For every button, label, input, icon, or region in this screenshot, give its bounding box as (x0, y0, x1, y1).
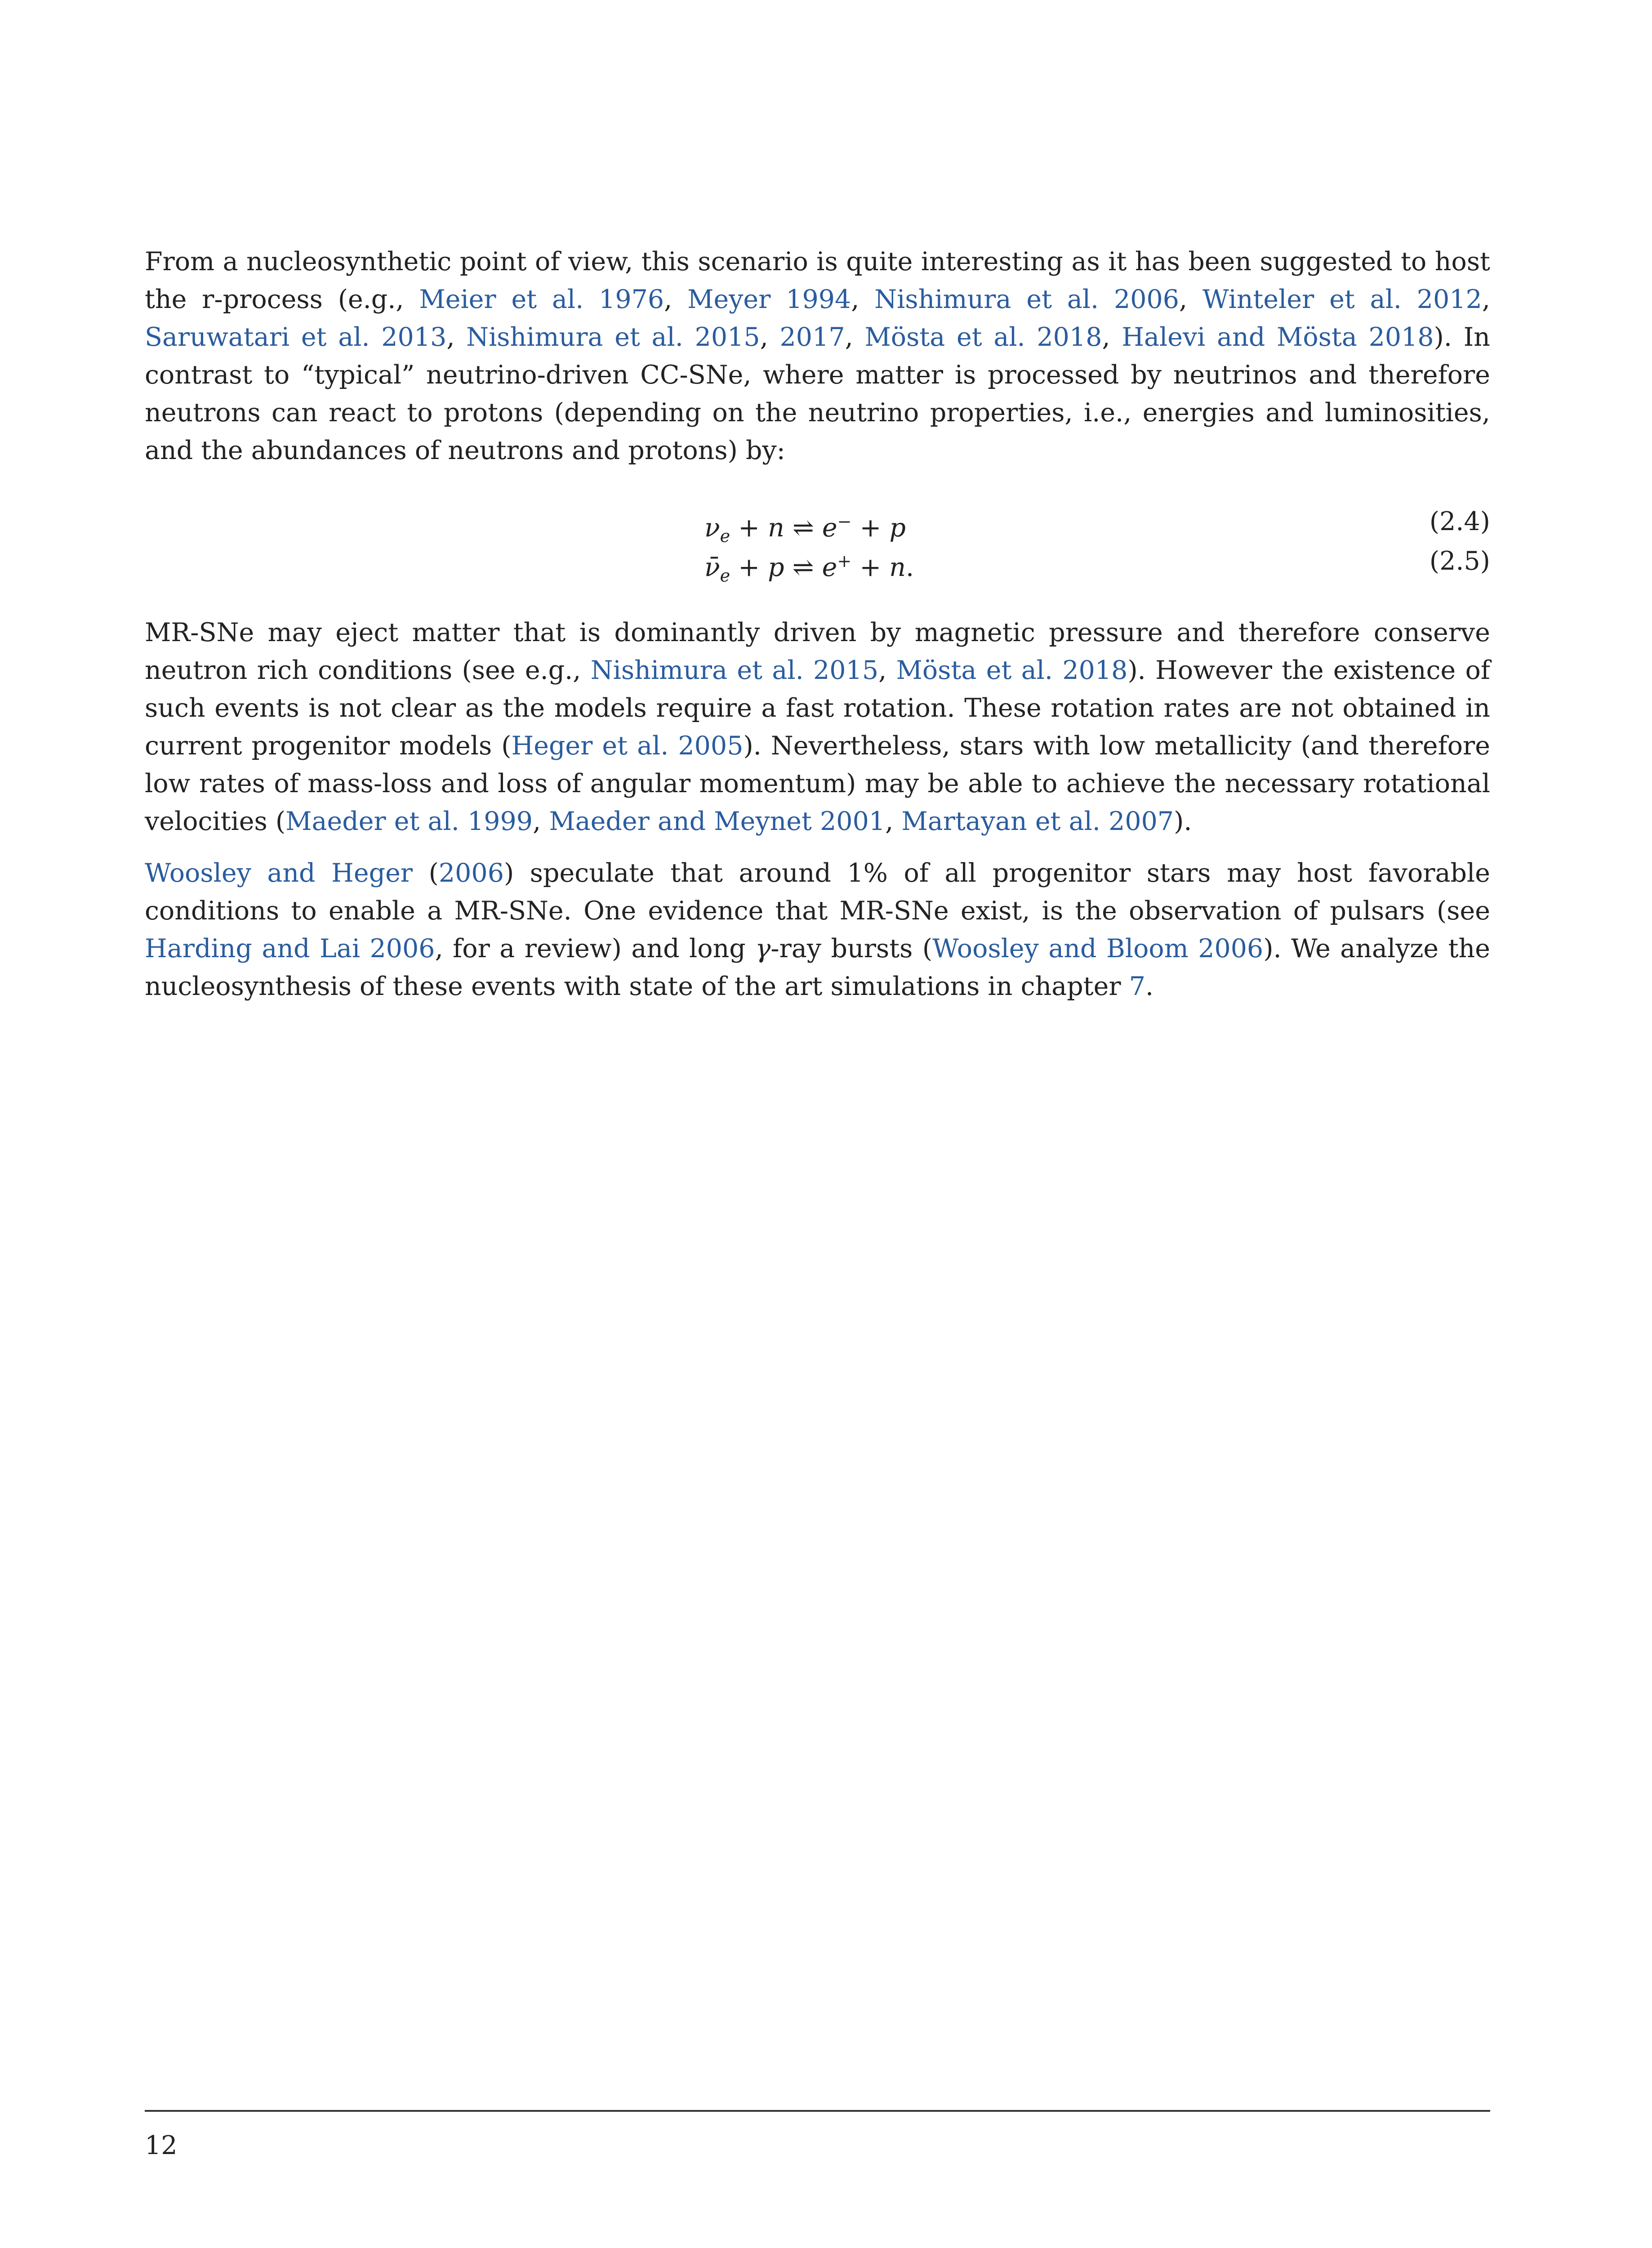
text-run: . (1145, 972, 1154, 1001)
text-run: , for a review) and long (435, 934, 756, 963)
text-run: , (878, 656, 896, 685)
text-run: MR-SNe may eject matter that is dominantly driven by magnetic pressure and therefore conserve neutron rich conditions (see e.g., (145, 618, 1490, 685)
citation-halevi-mosta-2018[interactable]: Halevi and Mösta 2018 (1122, 322, 1434, 352)
citation-nishimura-2017[interactable]: 2017 (779, 322, 845, 352)
equation-formula: $\nū_e + p$ ⇌ e+ + n. (704, 551, 914, 586)
equation-number: (2.5) (1429, 546, 1490, 576)
citation-woosley-bloom-2006[interactable]: Woosley and Bloom 2006 (932, 934, 1264, 963)
equation-number: (2.4) (1429, 507, 1490, 536)
citation-meyer-1994[interactable]: Meyer 1994 (687, 285, 851, 314)
text-run: , (1102, 322, 1122, 352)
text-run: , (885, 807, 902, 836)
text-run: ( (413, 858, 439, 888)
paragraph-rprocess (145, 243, 1490, 469)
citation-mosta-2018[interactable]: Mösta et al. 2018 (864, 322, 1102, 352)
equation-2-5 (145, 542, 1490, 586)
citation-saruwatari-2013[interactable]: Saruwatari et al. 2013 (145, 322, 447, 352)
citation-martayan-2007[interactable]: Martayan et al. 2007 (901, 807, 1174, 836)
text-run: , (446, 322, 467, 352)
page-number: 12 (145, 2131, 178, 2160)
text-run: , (760, 322, 780, 352)
equation-2-4 (145, 503, 1490, 546)
chapter-7-link[interactable]: 7 (1129, 972, 1145, 1001)
citation-nishimura-2015[interactable]: Nishimura et al. 2015 (590, 656, 879, 685)
paragraph-mr-sne (145, 614, 1490, 840)
paragraph-woosley-heger (145, 854, 1490, 1005)
text-run: ). (1174, 807, 1192, 836)
text-run: From a nucleosynthetic point of view, this scenario is quite interesting as it has been suggested to host the r-process (e.g., (145, 247, 1490, 314)
citation-nishimura-2006[interactable]: Nishimura et al. 2006 (874, 285, 1180, 314)
equation-formula: $\nu_e + n$ ⇌ e− + p (704, 512, 906, 546)
text-run: ). In contrast to “typical” neutrino-driven CC-SNe, where matter is processed by neutrinos and therefore neutrons can react to protons (depending on the neutrino properties, i.e., energies and luminosities, and the abundances of neutrons and protons) by: (145, 322, 1490, 465)
text-run: , (845, 322, 865, 352)
text-run: , (533, 807, 549, 836)
citation-maeder-meynet-2001[interactable]: Maeder and Meynet 2001 (549, 807, 886, 836)
text-run: , (1179, 285, 1202, 314)
citation-heger-2005[interactable]: Heger et al. 2005 (511, 731, 744, 761)
text-run: , (851, 285, 875, 314)
citation-woosley-heger-year[interactable]: 2006 (438, 858, 504, 888)
citation-harding-lai-2006[interactable]: Harding and Lai 2006 (145, 934, 435, 963)
text-run: ). Nevertheless, stars with low metallicity (and therefore low rates of mass-loss and loss of angular momentum) may be able to achieve the necessary rotational velocities ( (145, 731, 1490, 836)
text-run: ). We analyze the nucleosynthesis of these events with state of the art simulations in chapter (145, 934, 1490, 1001)
text-run: ) speculate that around 1% of all progenitor stars may host favorable conditions to enable a MR-SNe. One evidence that MR-SNe exist, is the observation of pulsars (see (145, 858, 1491, 926)
footer-divider (145, 2110, 1490, 2112)
text-run: , (664, 285, 688, 314)
citation-woosley-heger[interactable]: Woosley and Heger (145, 858, 413, 888)
citation-maeder-1999[interactable]: Maeder et al. 1999 (285, 807, 533, 836)
text-run: -ray bursts ( (770, 934, 933, 963)
text-run: , (1482, 285, 1490, 314)
gamma-symbol: γ (755, 934, 771, 963)
citation-nishimura-2015[interactable]: Nishimura et al. 2015 (466, 322, 760, 352)
text-run: ). However the existence of such events is not clear as the models require a fast rotation. These rotation rates are not obtained in current progenitor models ( (145, 656, 1490, 761)
citation-mosta-2018[interactable]: Mösta et al. 2018 (896, 656, 1128, 685)
citation-winteler-2012[interactable]: Winteler et al. 2012 (1202, 285, 1482, 314)
citation-meier-1976[interactable]: Meier et al. 1976 (419, 285, 664, 314)
